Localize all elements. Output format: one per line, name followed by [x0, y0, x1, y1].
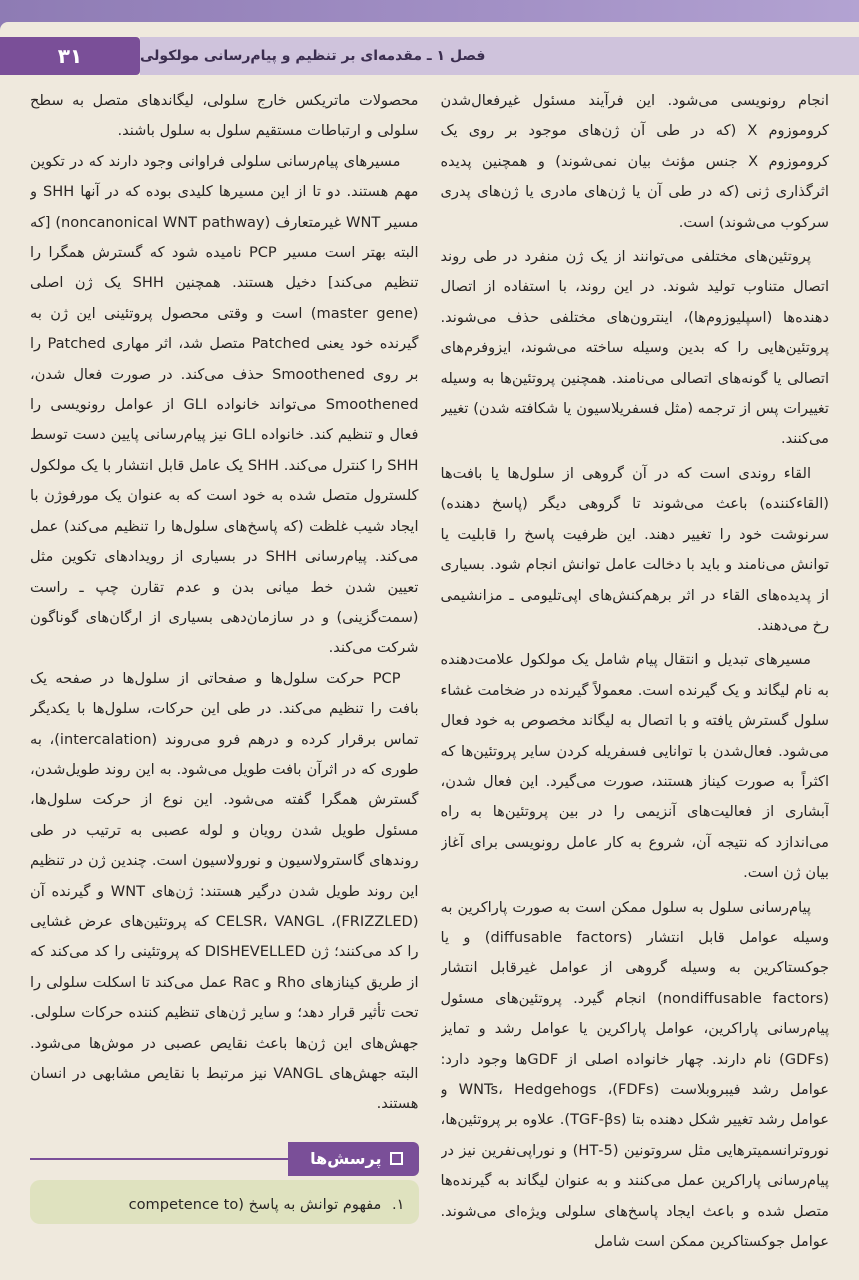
- paragraph: PCP حرکت سلول‌ها و صفحاتی از سلول‌ها در صفحه یک بافت را تنظیم می‌کند. در طی این حرکات، سلول‌ها با یکدیگر تماس برقرار کرده و درهم فرو می‌روند (intercalation)، به طوری که در اثرآن بافت طویل می‌شود. به این روند طویل‌شدن، گسترش همگرا گفته می‌شود. این نوع از حرکت سلول‌ها، مسئول طویل شدن رویان و لوله عصبی به ترتیب در طی روندهای گاسترولاسیون و نورولاسیون است. چندین ژن در تنظیم این روند طویل شدن درگیر هستند: ژن‌های WNT و گیرنده آن (FRIZZLED)، CELSR، VANGL که پروتئین‌های عرض غشایی را کد می‌کنند؛ ژن DISHEVELLED که پروتئینی را کد می‌کند که از طریق کینازهای Rho و Rac عمل می‌کند تا اسکلت سلولی را تحت تأثیر قرار دهد؛ و سایر ژن‌های تنظیم کننده حرکات سلولی. جهش‌های این ژن‌ها باعث نقایص عصبی در موش‌ها می‌شود. البته جهش‌های VANGL نیز مرتبط با نقایص مشابهی در انسان هستند.: [30, 669, 419, 1113]
- paragraph: محصولات ماتریکس خارج سلولی، لیگاندهای متصل به سطح سلولی و ارتباطات مستقیم سلول به سلول باشند.: [30, 92, 419, 140]
- page-number: ۳۱: [0, 37, 140, 75]
- paragraph: مسیرهای تبدیل و انتقال پیام شامل یک مولکول علامت‌دهنده به نام لیگاند و یک گیرنده است. معمولاً گیرنده در ضخامت غشاء سلول گسترش یافته و با اتصال به لیگاند مخصوص به خود فعال می‌شود. فعال‌شدن با توانایی فسفریله کردن سایر پروتئین‌ها که اکثراً به صورت کیناز هستند، صورت می‌گیرد. این فعال شدن، آبشاری از فعالیت‌های آنزیمی را در بین پروتئین‌ها به راه می‌اندازد که نتیجه آن، شروع به کار عامل رونویسی برای آغاز بیان ژن است.: [440, 651, 829, 882]
- paragraph: انجام رونویسی می‌شود. این فرآیند مسئول غیرفعال‌شدن کروموزوم X (که در طی آن ژن‌های موجود بر روی یک کروموزوم X جنس مؤنث بیان نمی‌شوند) و همچنین پدیده اثرگذاری ژنی (که در طی آن یا ژن‌های مادری یا ژن‌های پدری سرکوب می‌شوند) است.: [440, 92, 829, 231]
- left-column: [30, 86, 419, 1266]
- right-column: [441, 86, 830, 1266]
- questions-divider: [30, 1158, 288, 1160]
- question-box: [30, 1180, 419, 1224]
- questions-title: پرسش‌ها: [310, 1148, 382, 1168]
- question-text: مفهوم توانش به پاسخ (competence to: [128, 1195, 382, 1213]
- chapter-bar: [140, 37, 859, 75]
- questions-title-box: [288, 1142, 418, 1176]
- questions-header: [30, 1142, 419, 1176]
- top-decorative-strip: [0, 0, 859, 30]
- question-number: ۱.: [392, 1195, 405, 1213]
- paragraph: مسیرهای پیام‌رسانی سلولی فراوانی وجود دارند که در تکوین مهم هستند. دو تا از این مسیرها کلیدی بوده که در آنها SHH و مسیر WNT غیرمتعارف (noncanonical WNT pathway) [که البته بهتر است مسیر PCP نامیده شود که گسترش همگرا را تنظیم می‌کند] دخیل هستند. همچنین SHH یک ژن اصلی (master gene) است و وقتی محصول پروتئینی این ژن به گیرنده خود یعنی Patched متصل شد، اثر مهاری Patched را بر روی Smoothened حذف می‌کند. در صورت فعال شدن، Smoothened می‌تواند خانواده GLI از عوامل رونویسی را فعال و تنظیم کند. خانواده GLI نیز پیام‌رسانی پایین دست توسط SHH را کنترل می‌کند. SHH یک عامل قابل انتشار با یک مولکول کلسترول متصل شده به خود است که به عنوان یک مورفوژن با ایجاد شیب غلظت (که پاسخ‌های سلول‌ها را تنظیم می‌کند) عمل می‌کند. پیام‌رسانی SHH در بسیاری از رویدادهای تکوین مثل تعیین شدن خط میانی بدن و عدم تقارن چپ ـ راست (سمت‌گزینی) و در سازمان‌دهی بسیاری از ارگان‌های گوناگون شرکت می‌کند.: [30, 152, 419, 657]
- square-bullet-icon: [390, 1152, 403, 1165]
- page-header: [0, 36, 859, 76]
- paragraph: پیام‌رسانی سلول به سلول ممکن است به صورت پاراکرین به وسیله عوامل قابل انتشار (diffusable factors) و یا جوکستاکرین به وسیله گروهی از عوامل غیرقابل انتشار (nondiffusable factors) انجام گیرد. پروتئین‌های مسئول پیام‌رسانی پاراکرین، عوامل پاراکرین یا عوامل رشد و تمایز (GDFs) نام دارند. چهار خانواده اصلی از GDFها وجود دارد: عوامل رشد فیبروبلاست (FDFs)، WNTs، Hedgehogs و عوامل رشد تغییر شکل دهنده بتا (TGF-βs). علاوه بر پروتئین‌ها، نوروترانسمیترهایی مثل سروتونین (5-HT) و نوراپی‌نفرین نیز در پیام‌رسانی پاراکرین عمل می‌کنند و به عنوان لیگاند به گیرنده‌ها متصل شده و باعث ایجاد پاسخ‌های سلولی ویژه‌ای می‌شوند. عوامل جوکستاکرین ممکن است شامل: [440, 898, 829, 1251]
- text-columns: [30, 86, 829, 1266]
- chapter-title: فصل ۱ ـ مقدمه‌ای بر تنظیم و پیام‌رسانی مولکولی: [140, 48, 486, 64]
- paragraph: القاء روندی است که در آن گروهی از سلول‌ها یا بافت‌ها (القاءکننده) باعث می‌شوند تا گروهی دیگر (پاسخ دهنده) سرنوشت خود را تغییر دهند. این ظرفیت پاسخ را قابلیت یا توانش می‌نامند و باید با دخالت عامل توانش انجام شود. بسیاری از پدیده‌های القاء در اثر برهم‌کنش‌های اپی‌تلیومی ـ مزانشیمی رخ می‌دهند.: [440, 464, 829, 634]
- paragraph: پروتئین‌های مختلفی می‌توانند از یک ژن منفرد در طی روند اتصال متناوب تولید شوند. در این روند، با استفاده از اتصال دهنده‌ها (اسپلیوزوم‌ها)، اینترون‌های مختلفی حذف می‌شوند. پروتئین‌هایی را که بدین وسیله ساخته می‌شوند، ایزوفرم‌های اتصالی یا گونه‌های اتصالی می‌نامند. همچنین پروتئین‌ها به وسیله تغییرات پس از ترجمه (مثل فسفریلاسیون یا شکافته شدن) تغییر می‌کنند.: [440, 248, 829, 448]
